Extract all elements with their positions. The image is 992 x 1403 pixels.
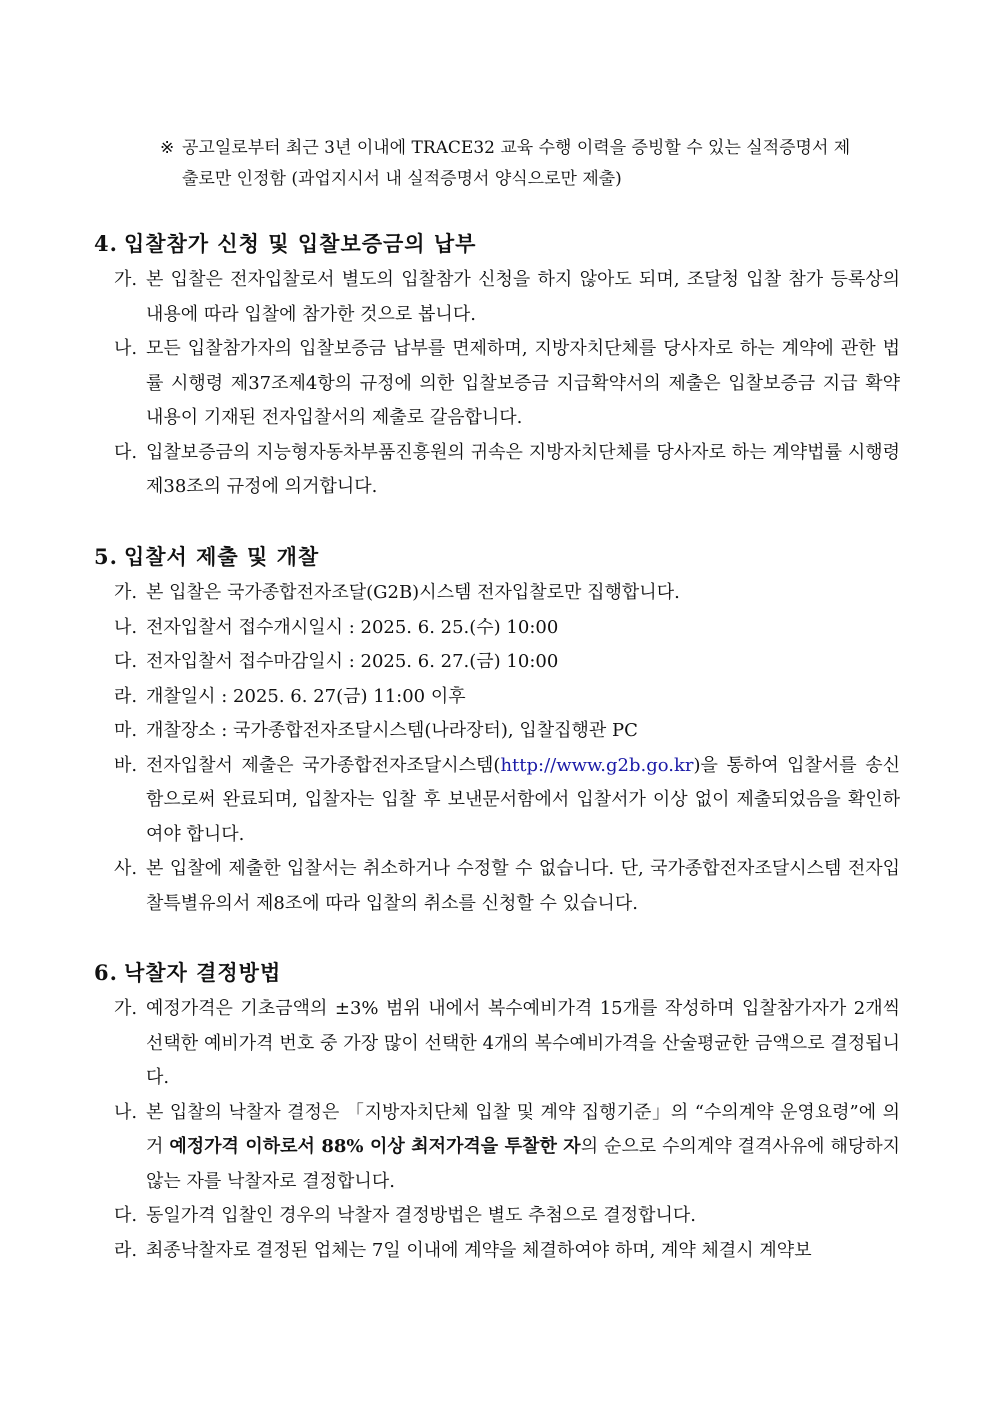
list-item: 사. 본 입찰에 제출한 입찰서는 취소하거나 수정할 수 없습니다. 단, 국가종합전자조달시스템 전자입찰특별유의서 제8조에 따라 입찰의 취소를 신청할 수 있습니다. [114, 858, 900, 914]
list-item: 라. 최종낙찰자로 결정된 업체는 7일 이내에 계약을 체결하여야 하며, 계약 체결시 계약보 [114, 1239, 812, 1261]
list-item: 다. 입찰보증금의 지능형자동차부품진흥원의 귀속은 지방자치단체를 당사자로 하는 계약법률 시행령 제38조의 규정에 의거합니다. [114, 441, 900, 497]
list-item: 나. 모든 입찰참가자의 입찰보증금 납부를 면제하며, 지방자치단체를 당사자로 하는 계약에 관한 법률 시행령 제37조제4항의 규정에 의한 입찰보증금 지급확약서의 제출은 입찰보증금 지급 확약 내용이 기재된 전자입찰서의 제출로 갈음합니다. [114, 338, 900, 428]
section-4-heading: 4. 입찰참가 신청 및 입찰보증금의 납부 [94, 231, 477, 256]
note-line-2: 출로만 인정함 (과업지시서 내 실적증명서 양식으로만 제출) [182, 169, 622, 189]
list-item: 가. 예정가격은 기초금액의 ±3% 범위 내에서 복수예비가격 15개를 작성하며 입찰참가자가 2개씩 선택한 예비가격 번호 중 가장 많이 선택한 4개의 복수예비가격을 산술평균한 금액으로 결정됩니다. [114, 998, 900, 1088]
list-item: 다. 동일가격 입찰인 경우의 낙찰자 결정방법은 별도 추첨으로 결정합니다. [114, 1205, 697, 1226]
g2b-link[interactable]: http://www.g2b.go.kr [500, 754, 694, 776]
list-item: 나. 전자입찰서 접수개시일시 : 2025. 6. 25.(수) 10:00 [114, 616, 559, 638]
section-5 [94, 542, 900, 921]
emphasis-text: 예정가격 이하로서 88% 이상 최저가격을 투찰한 자 [169, 1136, 581, 1157]
list-item: 가. 본 입찰은 전자입찰로서 별도의 입찰참가 신청을 하지 않아도 되며, 조달청 입찰 참가 등록상의 내용에 따라 입찰에 참가한 것으로 봅니다. [114, 269, 900, 325]
list-item: 가. 본 입찰은 국가종합전자조달(G2B)시스템 전자입찰로만 집행합니다. [114, 582, 680, 603]
list-item: 나. 본 입찰의 낙찰자 결정은 「지방자치단체 입찰 및 계약 집행기준」의 “수의계약 운영요령”에 의거 예정가격 이하로서 88% 이상 최저가격을 투찰한 자의 순으로 수의계약 결격사유에 해당하지 않는 자를 낙찰자로 결정합니다. [114, 1101, 900, 1192]
list-item: 라. 개찰일시 : 2025. 6. 27(금) 11:00 이후 [114, 685, 466, 707]
reference-mark: ※ [160, 138, 175, 158]
list-item: 바. 전자입찰서 제출은 국가종합전자조달시스템(http://www.g2b.go.kr)을 통하여 입찰서를 송신함으로써 완료되며, 입찰자는 입찰 후 보낸문서함에서 입찰서가 이상 없이 제출되었음을 확인하여야 합니다. [114, 754, 900, 845]
note-line-1: ※ 공고일로부터 최근 3년 이내에 TRACE32 교육 수행 이력을 증빙할 수 있는 실적증명서 제 [160, 133, 900, 164]
section-6-heading: 6. 낙찰자 결정방법 [94, 960, 282, 985]
section-5-heading: 5. 입찰서 제출 및 개찰 [94, 544, 320, 569]
list-item: 다. 전자입찰서 접수마감일시 : 2025. 6. 27.(금) 10:00 [114, 651, 559, 672]
note-block [160, 133, 900, 195]
section-4 [94, 229, 900, 505]
section-6 [94, 958, 900, 1268]
list-item: 마. 개찰장소 : 국가종합전자조달시스템(나라장터), 입찰집행관 PC [114, 720, 638, 741]
